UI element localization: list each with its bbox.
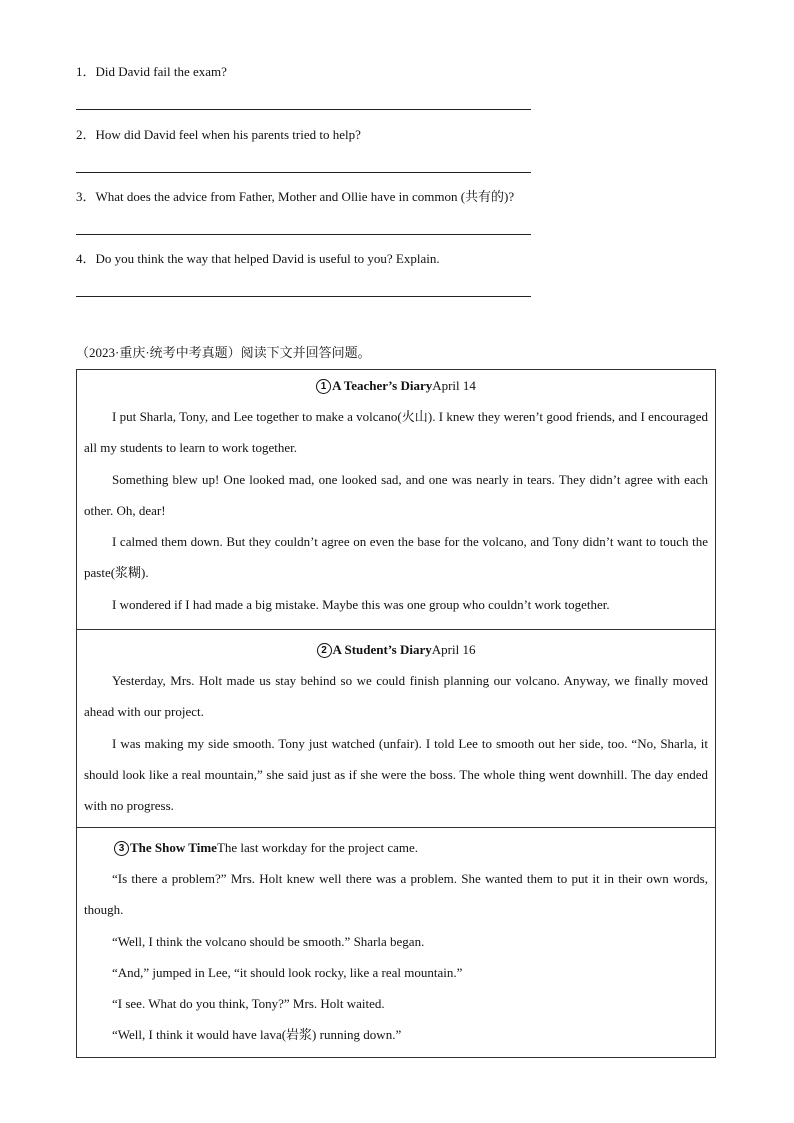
section-date: April 14 [432,378,476,393]
section-header [77,827,715,863]
question-text: How did David feel when his parents tried to help? [95,127,361,142]
question-number: 1． [76,64,96,79]
answer-line-3[interactable] [76,234,531,235]
paragraph: “And,” jumped in Lee, “it should look rocky, like a real mountain.” [112,964,463,980]
answer-line-2[interactable] [76,172,531,173]
question-text: What does the advice from Father, Mother and Ollie have in common (共有的)? [95,189,515,204]
section-header [77,629,715,665]
source-line: （2023·重庆·统考中考真题）阅读下文并回答问题。 [76,345,371,360]
answer-line-4[interactable] [76,296,531,297]
paragraph: I put Sharla, Tony, and Lee together to make a volcano(火山). I knew they weren’t good friends, and I encouraged all my students to learn to work together. [84,409,708,456]
paragraph: Something blew up! One looked mad, one looked sad, and one was nearly in tears. They didn’t agree with each other. Oh, dear! [84,471,708,518]
paragraph: I wondered if I had made a big mistake. Maybe this was one group who couldn’t work together. [112,596,610,612]
section-header [77,370,715,401]
question-2 [76,127,361,143]
circled-number-icon: 3 [114,841,129,856]
question-1 [76,64,227,80]
paragraph: “Well, I think it would have lava(岩浆) running down.” [112,1027,402,1043]
section-date: April 16 [431,642,476,657]
circled-number-icon: 2 [317,643,332,658]
section-student-diary [76,629,716,828]
section-title: The Show Time [130,840,217,855]
section-show-time [76,827,716,1058]
paragraph: I calmed them down. But they couldn’t agree on even the base for the volcano, and Tony didn’t want to touch the paste(浆糊). [84,534,708,581]
paragraph: Yesterday, Mrs. Holt made us stay behind so we could finish planning our volcano. Anyway, we finally moved ahead with our project. [84,673,708,720]
question-text: Do you think the way that helped David is useful to you? Explain. [95,251,440,266]
section-title: A Student’s Diary [332,642,432,657]
question-3 [76,189,514,205]
paragraph: “I see. What do you think, Tony?” Mrs. Holt waited. [112,996,385,1012]
question-4 [76,251,440,267]
section-subtitle: The last workday for the project came. [216,840,418,855]
question-text: Did David fail the exam? [95,64,227,79]
section-teacher-diary [76,369,716,630]
question-number: 2． [76,127,96,142]
circled-number-icon: 1 [316,379,331,394]
answer-line-1[interactable] [76,109,531,110]
question-number: 4． [76,251,96,266]
section-title: A Teacher’s Diary [332,378,433,393]
question-number: 3． [76,189,96,204]
paragraph: “Is there a problem?” Mrs. Holt knew well there was a problem. She wanted them to put it in their own words, though. [84,871,708,918]
paragraph: I was making my side smooth. Tony just watched (unfair). I told Lee to smooth out her side, too. “No, Sharla, it should look like a real mountain,” she said just as if she were the boss. The whole thing went downhill. The day ended with no progress. [84,735,708,814]
paragraph: “Well, I think the volcano should be smooth.” Sharla began. [112,933,425,949]
